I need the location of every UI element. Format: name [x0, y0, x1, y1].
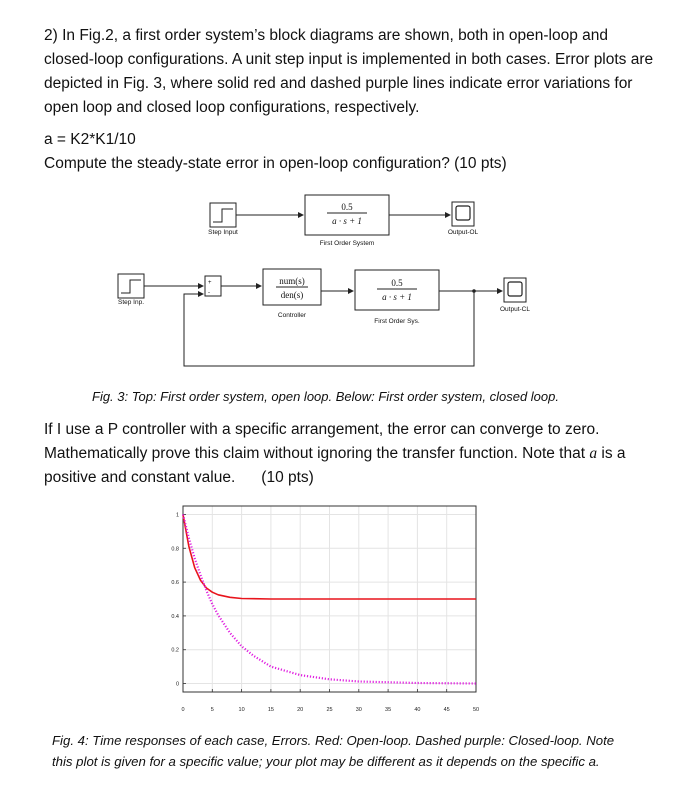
x-tick-label: 20 [297, 707, 304, 713]
output-ol-scope [452, 202, 474, 226]
question-intro: 2) In Fig.2, a first order system’s block diagrams are shown, both in open-loop and closed-loop configurations. A unit step input is implemented in both cases. Error plots are depicted in Fig. 3, where solid red and dashed purple lines indicate error variations for open loop and closed loop configurations, respectively. [44, 27, 654, 116]
controller-denominator: den(s) [280, 290, 304, 300]
output-cl-scope [504, 278, 526, 302]
step-input-label: Step Input [208, 229, 238, 236]
task2-text-a: If I use a P controller with a specific arrangement, the error can converge to zero. Mathematically prove this claim without ignoring the transfer function. Note that [44, 421, 600, 462]
step-inp-block [118, 274, 144, 298]
block-diagram [0, 180, 684, 380]
output-ol-label: Output-OL [447, 229, 479, 236]
task-open-loop: Compute the steady-state error in open-loop configuration? (10 pts) [44, 155, 507, 172]
step-input-block [210, 203, 236, 227]
error-chart [160, 500, 490, 720]
y-tick-label: 1 [175, 512, 179, 519]
task2-text-b: is a positive and constant value. [44, 445, 626, 486]
x-tick-label: 35 [385, 707, 392, 713]
x-tick-label: 30 [355, 707, 362, 713]
first-order-system-label: First Order System [319, 240, 375, 247]
y-tick-label: 0 [175, 681, 179, 688]
first-order-sys-label: First Order Sys. [374, 318, 420, 325]
tf-denominator: a · s + 1 [332, 216, 362, 226]
x-tick-label: 0 [181, 707, 185, 713]
y-tick-label: 0.4 [171, 613, 179, 620]
tf-numerator: 0.5 [341, 202, 353, 212]
x-tick-label: 40 [414, 707, 421, 713]
x-tick-label: 15 [267, 707, 274, 713]
fig4-caption: Fig. 4: Time responses of each case, Errors. Red: Open-loop. Dashed purple: Closed-loop. Note this plot is given for a specific value; your plot may be different as it depends on the specific a. [52, 733, 615, 769]
controller-numerator: num(s) [279, 276, 305, 286]
x-tick-label: 25 [326, 707, 333, 713]
controller-label: Controller [277, 312, 307, 319]
x-tick-label: 45 [443, 707, 450, 713]
first-order-system-block [305, 195, 389, 235]
x-tick-label: 50 [472, 707, 480, 713]
x-tick-label: 5 [210, 707, 214, 713]
sum-block [205, 276, 221, 296]
svg-text:-: - [208, 290, 210, 296]
fig3-caption: Fig. 3: Top: First order system, open loop. Below: First order system, closed loop. [92, 389, 559, 404]
y-tick-label: 0.2 [171, 647, 179, 654]
task2-points: (10 pts) [261, 469, 314, 486]
equation: a = K2*K1/10 [44, 131, 136, 148]
y-tick-label: 0.6 [171, 580, 179, 587]
y-tick-label: 0.8 [171, 546, 179, 553]
output-cl-label: Output-CL [500, 306, 530, 313]
task-p-controller [44, 418, 644, 490]
controller-block [263, 269, 321, 305]
step-inp-label: Step Inp. [117, 299, 145, 306]
tf2-denominator: a · s + 1 [382, 292, 412, 302]
first-order-sys-block [355, 270, 439, 310]
tf2-numerator: 0.5 [391, 278, 403, 288]
x-tick-label: 10 [238, 707, 245, 713]
task2-var: a [589, 445, 598, 462]
svg-text:+: + [208, 280, 212, 286]
